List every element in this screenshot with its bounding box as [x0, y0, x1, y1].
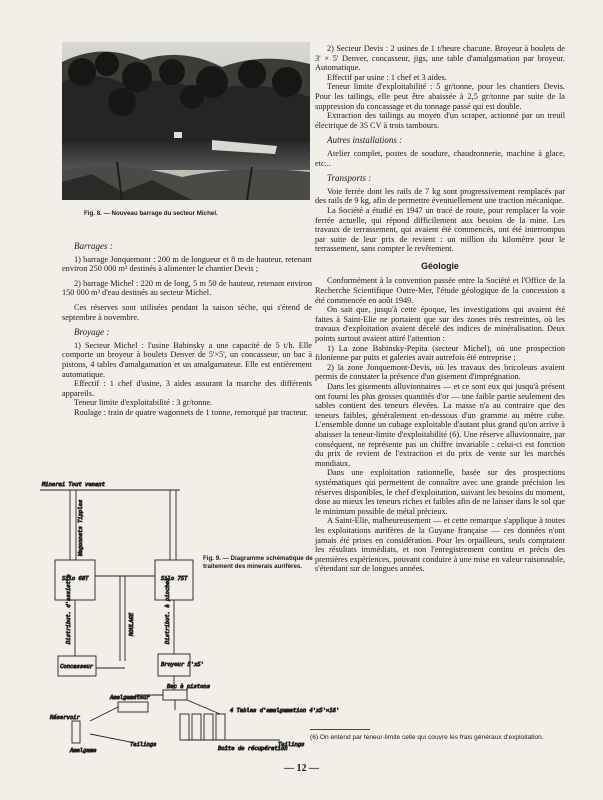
fig9-caption: Fig. 9. — Diagramme schématique de traitement des minerais aurifères.: [203, 555, 313, 570]
barrages-heading: Barrages :: [74, 241, 113, 251]
paragraph: 1) Secteur Michel : l'usine Babinsky a une capacité de 5 t/h. Elle comporte un broyeur à boulets Denver de 5'×5', un concasseur, un bac à pistons, 4 tables d'amalgamation et un amalgamateur. Elle est entièrement automatique.: [62, 340, 312, 379]
diagram-label: Distribut. d'assiette: [66, 574, 72, 644]
diagram-label: Tailings: [278, 742, 305, 748]
paragraph: Dans une exploitation rationnelle, basée sur des prospections systématiques qui permettent de connaître avec une grande précision les réserves disponibles, le chef d'exploitation, suivant les besoins du moment, dose au mieux les teneurs riches et faibles afin de ne laisser dans le sol que le minimum possible de métal précieux.: [315, 468, 565, 516]
paragraph: Effectif : 1 chef d'usine, 3 aides assurant la marche des différents appareils.: [62, 379, 312, 398]
diagram-label: Amalgamateur: [110, 695, 150, 701]
diagram-label: Wagonnets Tipples: [78, 499, 84, 556]
fig8-caption: Fig. 8. — Nouveau barrage du secteur Michel.: [84, 210, 218, 217]
paragraph: 2) Secteur Devis : 2 usines de 1 t/heure chacune. Broyeur à boulets de 3' × 5' Denver, concasseur, jigs, une table d'amalgamation par broyeur. Automatique.: [315, 44, 565, 73]
diagram-label: Tailings: [130, 742, 157, 748]
diagram-label: Amalgame: [70, 748, 97, 754]
footnote-rule: [310, 729, 370, 730]
diagram-label: Silo 75T: [161, 576, 188, 582]
diagram-label: 4 Tables d'amalgamation 4'x5'×16': [230, 708, 340, 714]
paragraph: 2) barrage Michel : 220 m de long, 5 m 50 de hauteur, retenant environ 150 000 m³ d'eau destinés au secteur Michel.: [62, 278, 312, 298]
left-column: [62, 236, 312, 418]
diagram-label: Minerai Tout venant: [42, 482, 105, 488]
diagram-label: Broyeur 5'x5': [161, 662, 205, 668]
diagram-label: Silo 60T: [62, 576, 89, 582]
diagram-label: Réservoir: [50, 715, 80, 721]
paragraph: Ces réserves sont utilisées pendant la saison sèche, qui s'étend de septembre à novembre.: [62, 302, 312, 322]
paragraph: 1) barrage Jonquemont : 200 m de longueur et 8 m de hauteur, retenant environ 250 000 m³ destinés à alimenter le chantier Devis ;: [62, 254, 312, 274]
broyage-heading: Broyage :: [74, 327, 110, 338]
dam-photo: [62, 42, 310, 200]
paragraph: Conformément à la convention passée entre la Société et l'Office de la Recherche Scientifique Outre-Mer, l'étude géologique de la concession a été commencée en août 1949.: [315, 276, 565, 305]
geologie-heading: Géologie: [421, 260, 459, 271]
paragraph: Dans les gisements alluvionnaires — et ce sont eux qui jusqu'à présent ont fourni les plus grosses quantités d'or — une faible partie seulement des sables contient des teneurs élevées. La masse n'a au contraire que des teneurs faibles, généralement en-dessous d'un gramme au mètre cube. L'ensemble donne un cubage exploitable d'autant plus grand qu'on arrive à abaisser la teneur-limite d'exploitabilité (6). Une réserve alluvionnaire, par conséquent, ne représente pas un chiffre invariable : celui-ci est fonction du prix de revient de l'extraction et du prix de vente sur les marchés mondiaux.: [315, 382, 565, 468]
paragraph: A Saint-Elie, malheureusement — et cette remarque s'applique à toutes les exploitations aurifères de la Guyane française — ces données n'ont jamais été prises en considération. Pour les orpailleurs, seuls comptaient les résultats immédiats, et non l'enregistrement continu et précis des premières expériences, pouvant conduire à une mise en valeur raisonnable, s'étendant sur de longues années.: [315, 516, 565, 574]
paragraph: 1) La zone Babinsky-Pepita (secteur Michel), où une prospection filonienne par puits et galeries avait autrefois été entreprise ;: [315, 343, 565, 363]
paragraph: Voie ferrée dont les rails de 7 kg sont progressivement remplacés par des rails de 9 kg, afin de permettre éventuellement une traction mécanique.: [315, 186, 565, 206]
flow-diagram: [30, 476, 340, 754]
paragraph: La Société a étudié en 1947 un tracé de route, pour remplacer la voie ferrée actuelle, qui répond difficilement aux besoins de la mine. Les travaux de terrassement, qui avaient été commencés, ont été interrompus par suite de leur prix de revient : un million du kilomètre pour le terrassement, sans compter le revêtement.: [315, 205, 565, 254]
autres-heading: Autres installations :: [327, 135, 403, 146]
footnote: (6) On entend par teneur-limite celle qui couvre les frais généraux d'exploitation.: [310, 734, 544, 741]
right-column: [315, 44, 565, 574]
paragraph: Effectif par usine : 1 chef et 3 aides.: [327, 72, 447, 82]
diagram-label: Bac à pistons: [167, 684, 211, 690]
page-number: — 12 —: [284, 763, 319, 774]
diagram-label: Distribut. à pioches: [165, 577, 171, 644]
paragraph: Atelier complet, postes de soudure, chaudronnerie, machine à glace, etc...: [315, 148, 565, 168]
transports-heading: Transports :: [327, 173, 372, 184]
diagram-label: Boîte de récupération: [218, 746, 288, 752]
paragraph: Roulage : train de quatre wagonnets de 1 tonne, remorqué par tracteur.: [74, 407, 308, 417]
paragraph: On sait que, jusqu'à cette époque, les investigations qui avaient été faites à Saint-Elie ne portaient que sur des zones très restreintes, où les travaux d'exploitation avaient décelé des indices de minéralisation. Deux points surtout avaient attiré l'attention :: [315, 305, 565, 344]
paragraph: Teneur limite d'exploitabilité : 3 gr/tonne.: [74, 398, 213, 408]
paragraph: 2) la zone Jonquemont-Devis, où les travaux des bricoleurs avaient permis de constater la présence d'un gisement d'imprégnation.: [315, 362, 565, 382]
diagram-label: ROULAGE: [129, 612, 135, 636]
paragraph: Teneur limite d'exploitabilité : 5 gr/tonne, pour les chantiers Devis. Pour les tailings, elle peut être abaissée à 2,5 gr/tonne par suite de la suppression du concassage et du tonnage passé qui est double.: [315, 82, 565, 111]
diagram-label: Concasseur: [60, 664, 94, 670]
paragraph: Extraction des tailings au moyen d'un scraper, actionné par un treuil électrique de 35 CV à trois tambours.: [315, 111, 565, 130]
